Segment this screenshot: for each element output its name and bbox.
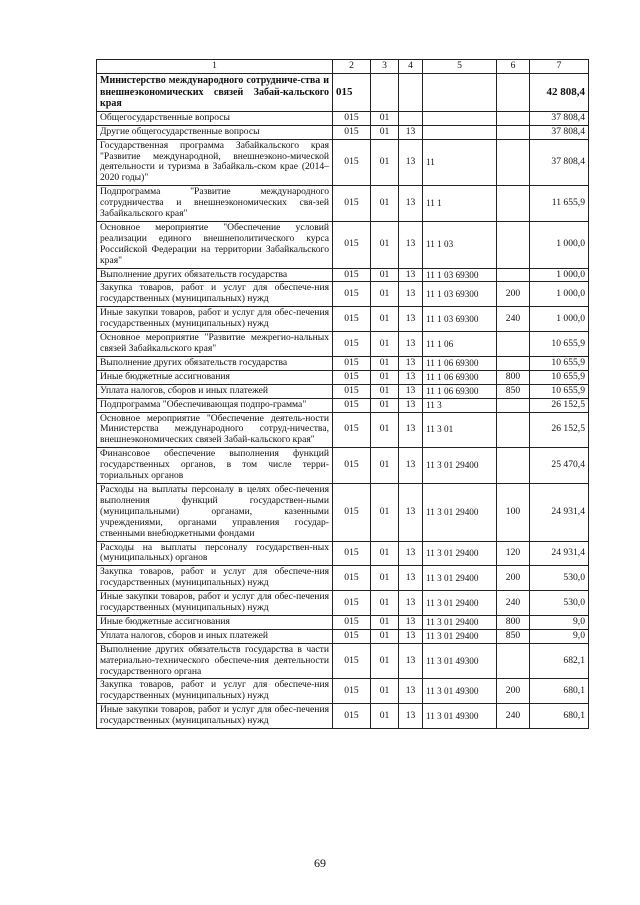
- section-code-cell: 015: [333, 541, 371, 566]
- row-name-cell: Расходы на выплаты персоналу государствен-ных (муниципальных) органов: [97, 541, 333, 566]
- table-row: [97, 370, 589, 384]
- expense-type-cell: 240: [497, 307, 530, 332]
- header-row: [97, 60, 589, 74]
- chapter-code-cell: 01: [371, 356, 399, 370]
- row-name-cell: Подпрограмма "Развитие международного сотрудничества и внешнеэкономических свя-зей Забайкальского края": [97, 186, 333, 222]
- header-cell: 7: [530, 60, 589, 74]
- section-code-cell: 015: [333, 643, 371, 679]
- chapter-code-cell: 01: [371, 629, 399, 643]
- section-code-cell: 015: [333, 307, 371, 332]
- budget-table: [96, 59, 589, 729]
- table-row: [97, 282, 589, 307]
- target-article-cell: 11 3 01 49300: [423, 679, 497, 704]
- section-code-cell: 015: [333, 398, 371, 412]
- amount-cell: 42 808,4: [530, 74, 589, 112]
- subchapter-code-cell: 13: [399, 629, 423, 643]
- section-code-cell: 015: [333, 268, 371, 282]
- target-article-cell: 11 1 03 69300: [423, 307, 497, 332]
- target-article-cell: [423, 74, 497, 112]
- amount-cell: 10 655,9: [530, 332, 589, 357]
- subchapter-code-cell: 13: [399, 332, 423, 357]
- subchapter-code-cell: 13: [399, 679, 423, 704]
- amount-cell: 37 808,4: [530, 139, 589, 186]
- target-article-cell: 11 3 01 29400: [423, 483, 497, 541]
- subchapter-code-cell: [399, 74, 423, 112]
- chapter-code-cell: [371, 74, 399, 112]
- section-code-cell: 015: [333, 111, 371, 125]
- expense-type-cell: [497, 139, 530, 186]
- row-name-cell: Иные бюджетные ассигнования: [97, 370, 333, 384]
- table-row: [97, 186, 589, 222]
- subchapter-code-cell: 13: [399, 384, 423, 398]
- subchapter-code-cell: 13: [399, 566, 423, 591]
- chapter-code-cell: 01: [371, 384, 399, 398]
- expense-type-cell: [497, 186, 530, 222]
- table-row: [97, 139, 589, 186]
- expense-type-cell: [497, 74, 530, 112]
- subchapter-code-cell: 13: [399, 412, 423, 448]
- expense-type-cell: 120: [497, 541, 530, 566]
- row-name-cell: Выполнение других обязательств государства в части материально-технического обеспече-ния деятельности государственного органа: [97, 643, 333, 679]
- table-row: [97, 448, 589, 484]
- row-name-cell: Иные закупки товаров, работ и услуг для обес-печения государственных (муниципальных) нужд: [97, 307, 333, 332]
- expense-type-cell: [497, 332, 530, 357]
- chapter-code-cell: 01: [371, 139, 399, 186]
- table-row: [97, 268, 589, 282]
- amount-cell: 9,0: [530, 615, 589, 629]
- chapter-code-cell: 01: [371, 332, 399, 357]
- expense-type-cell: [497, 125, 530, 139]
- row-name-cell: Выполнение других обязательств государства: [97, 356, 333, 370]
- header-cell: 1: [97, 60, 333, 74]
- row-name-cell: Уплата налогов, сборов и иных платежей: [97, 384, 333, 398]
- expense-type-cell: 850: [497, 629, 530, 643]
- row-name-cell: Другие общегосударственные вопросы: [97, 125, 333, 139]
- expense-type-cell: [497, 398, 530, 412]
- amount-cell: 9,0: [530, 629, 589, 643]
- target-article-cell: 11 3 01 29400: [423, 629, 497, 643]
- table-row: [97, 566, 589, 591]
- target-article-cell: [423, 125, 497, 139]
- row-name-cell: Подпрограмма "Обеспечивающая подпро-грамма": [97, 398, 333, 412]
- amount-cell: 10 655,9: [530, 370, 589, 384]
- section-code-cell: 015: [333, 125, 371, 139]
- chapter-code-cell: 01: [371, 412, 399, 448]
- table-row: [97, 384, 589, 398]
- expense-type-cell: [497, 111, 530, 125]
- target-article-cell: 11 1 03: [423, 221, 497, 268]
- chapter-code-cell: 01: [371, 591, 399, 616]
- subchapter-code-cell: 13: [399, 704, 423, 729]
- table-row: [97, 125, 589, 139]
- amount-cell: 26 152,5: [530, 398, 589, 412]
- section-code-cell: 015: [333, 332, 371, 357]
- chapter-code-cell: 01: [371, 125, 399, 139]
- target-article-cell: [423, 111, 497, 125]
- subchapter-code-cell: 13: [399, 591, 423, 616]
- target-article-cell: 11 3 01 29400: [423, 541, 497, 566]
- row-name-cell: Основное мероприятие "Развитие межрегио-нальных связей Забайкальского края": [97, 332, 333, 357]
- subchapter-code-cell: 13: [399, 541, 423, 566]
- table-row: [97, 704, 589, 729]
- table-row: [97, 483, 589, 541]
- amount-cell: 530,0: [530, 566, 589, 591]
- amount-cell: 682,1: [530, 643, 589, 679]
- expense-type-cell: 200: [497, 679, 530, 704]
- target-article-cell: 11 1 06 69300: [423, 384, 497, 398]
- row-name-cell: Иные закупки товаров, работ и услуг для обес-печения государственных (муниципальных) нужд: [97, 704, 333, 729]
- expense-type-cell: [497, 448, 530, 484]
- subchapter-code-cell: 13: [399, 643, 423, 679]
- expense-type-cell: 800: [497, 370, 530, 384]
- chapter-code-cell: 01: [371, 643, 399, 679]
- page-number: 69: [314, 856, 326, 870]
- amount-cell: 1 000,0: [530, 221, 589, 268]
- subchapter-code-cell: 13: [399, 282, 423, 307]
- subchapter-code-cell: 13: [399, 398, 423, 412]
- amount-cell: 680,1: [530, 704, 589, 729]
- row-name-cell: Финансовое обеспечение выполнения функций государственных органов, в том числе терри-ториальных органов: [97, 448, 333, 484]
- expense-type-cell: 200: [497, 566, 530, 591]
- expense-type-cell: 240: [497, 704, 530, 729]
- section-code-cell: 015: [333, 483, 371, 541]
- chapter-code-cell: 01: [371, 398, 399, 412]
- expense-type-cell: 100: [497, 483, 530, 541]
- subchapter-code-cell: 13: [399, 448, 423, 484]
- chapter-code-cell: 01: [371, 615, 399, 629]
- section-code-cell: 015: [333, 566, 371, 591]
- header-cell: 5: [423, 60, 497, 74]
- subchapter-code-cell: 13: [399, 221, 423, 268]
- chapter-code-cell: 01: [371, 307, 399, 332]
- chapter-code-cell: 01: [371, 704, 399, 729]
- amount-cell: 24 931,4: [530, 483, 589, 541]
- chapter-code-cell: 01: [371, 566, 399, 591]
- expense-type-cell: [497, 412, 530, 448]
- chapter-code-cell: 01: [371, 679, 399, 704]
- section-code-cell: 015: [333, 370, 371, 384]
- chapter-code-cell: 01: [371, 221, 399, 268]
- row-name-cell: Иные бюджетные ассигнования: [97, 615, 333, 629]
- section-code-cell: 015: [333, 139, 371, 186]
- subchapter-code-cell: 13: [399, 307, 423, 332]
- table-row: [97, 643, 589, 679]
- table-row: [97, 615, 589, 629]
- expense-type-cell: [497, 221, 530, 268]
- target-article-cell: 11 1 03 69300: [423, 282, 497, 307]
- chapter-code-cell: 01: [371, 541, 399, 566]
- target-article-cell: 11: [423, 139, 497, 186]
- expense-type-cell: 240: [497, 591, 530, 616]
- row-name-cell: Закупка товаров, работ и услуг для обеспече-ния государственных (муниципальных) нужд: [97, 282, 333, 307]
- amount-cell: 1 000,0: [530, 307, 589, 332]
- expense-type-cell: 800: [497, 615, 530, 629]
- target-article-cell: 11 3 01 29400: [423, 591, 497, 616]
- section-code-cell: 015: [333, 412, 371, 448]
- target-article-cell: 11 1 06 69300: [423, 356, 497, 370]
- row-name-cell: Уплата налогов, сборов и иных платежей: [97, 629, 333, 643]
- target-article-cell: 11 3: [423, 398, 497, 412]
- target-article-cell: 11 1 06: [423, 332, 497, 357]
- section-code-cell: 015: [333, 74, 371, 112]
- row-name-cell: Основное мероприятие "Обеспечение условий реализации единого внешнеполитического курса Российской Федерации на территории Забайкальского края": [97, 221, 333, 268]
- header-cell: 3: [371, 60, 399, 74]
- chapter-code-cell: 01: [371, 282, 399, 307]
- table-row: [97, 74, 589, 112]
- subchapter-code-cell: 13: [399, 370, 423, 384]
- section-code-cell: 015: [333, 679, 371, 704]
- table-row: [97, 398, 589, 412]
- row-name-cell: Министерство международного сотрудниче-ства и внешнеэкономических связей Забай-кальского края: [97, 74, 333, 112]
- section-code-cell: 015: [333, 629, 371, 643]
- section-code-cell: 015: [333, 186, 371, 222]
- target-article-cell: 11 3 01 29400: [423, 615, 497, 629]
- table-row: [97, 221, 589, 268]
- table-row: [97, 307, 589, 332]
- subchapter-code-cell: [399, 111, 423, 125]
- chapter-code-cell: 01: [371, 448, 399, 484]
- chapter-code-cell: 01: [371, 370, 399, 384]
- table-row: [97, 629, 589, 643]
- row-name-cell: Расходы на выплаты персоналу в целях обес-печения выполнения функций государствен-ными (муниципальными) органами, казенными учреждениями, органами управления государ-ственными внебюджетными фондами: [97, 483, 333, 541]
- chapter-code-cell: 01: [371, 268, 399, 282]
- amount-cell: 25 470,4: [530, 448, 589, 484]
- row-name-cell: Общегосударственные вопросы: [97, 111, 333, 125]
- expense-type-cell: [497, 643, 530, 679]
- section-code-cell: 015: [333, 615, 371, 629]
- target-article-cell: 11 3 01 49300: [423, 704, 497, 729]
- row-name-cell: Основное мероприятие "Обеспечение деятель-ности Министерства международного сотруд-ничества, внешнеэкономических связей Забай-кальского края": [97, 412, 333, 448]
- subchapter-code-cell: 13: [399, 615, 423, 629]
- expense-type-cell: 200: [497, 282, 530, 307]
- target-article-cell: 11 3 01: [423, 412, 497, 448]
- target-article-cell: 11 1 03 69300: [423, 268, 497, 282]
- subchapter-code-cell: 13: [399, 125, 423, 139]
- header-cell: 4: [399, 60, 423, 74]
- amount-cell: 11 655,9: [530, 186, 589, 222]
- chapter-code-cell: 01: [371, 186, 399, 222]
- header-cell: 6: [497, 60, 530, 74]
- table-row: [97, 332, 589, 357]
- table-row: [97, 356, 589, 370]
- amount-cell: 680,1: [530, 679, 589, 704]
- expense-type-cell: [497, 268, 530, 282]
- subchapter-code-cell: 13: [399, 483, 423, 541]
- section-code-cell: 015: [333, 704, 371, 729]
- amount-cell: 24 931,4: [530, 541, 589, 566]
- expense-type-cell: [497, 356, 530, 370]
- subchapter-code-cell: 13: [399, 186, 423, 222]
- subchapter-code-cell: 13: [399, 356, 423, 370]
- chapter-code-cell: 01: [371, 483, 399, 541]
- table-body: [97, 60, 589, 729]
- amount-cell: 37 808,4: [530, 111, 589, 125]
- amount-cell: 37 808,4: [530, 125, 589, 139]
- row-name-cell: Выполнение других обязательств государства: [97, 268, 333, 282]
- table-row: [97, 679, 589, 704]
- target-article-cell: 11 3 01 29400: [423, 566, 497, 591]
- amount-cell: 530,0: [530, 591, 589, 616]
- target-article-cell: 11 1: [423, 186, 497, 222]
- target-article-cell: 11 3 01 29400: [423, 448, 497, 484]
- table-row: [97, 412, 589, 448]
- section-code-cell: 015: [333, 448, 371, 484]
- row-name-cell: Государственная программа Забайкальского края "Развитие международной, внешнеэконо-мической деятельности и туризма в Забайкаль-ском крае (2014–2020 годы)": [97, 139, 333, 186]
- amount-cell: 1 000,0: [530, 282, 589, 307]
- amount-cell: 1 000,0: [530, 268, 589, 282]
- section-code-cell: 015: [333, 221, 371, 268]
- section-code-cell: 015: [333, 591, 371, 616]
- row-name-cell: Закупка товаров, работ и услуг для обеспече-ния государственных (муниципальных) нужд: [97, 679, 333, 704]
- table-row: [97, 111, 589, 125]
- table-row: [97, 541, 589, 566]
- expense-type-cell: 850: [497, 384, 530, 398]
- subchapter-code-cell: 13: [399, 139, 423, 186]
- section-code-cell: 015: [333, 384, 371, 398]
- row-name-cell: Закупка товаров, работ и услуг для обеспече-ния государственных (муниципальных) нужд: [97, 566, 333, 591]
- amount-cell: 26 152,5: [530, 412, 589, 448]
- row-name-cell: Иные закупки товаров, работ и услуг для обес-печения государственных (муниципальных) нужд: [97, 591, 333, 616]
- budget-table-container: [96, 59, 588, 729]
- subchapter-code-cell: 13: [399, 268, 423, 282]
- chapter-code-cell: 01: [371, 111, 399, 125]
- target-article-cell: 11 3 01 49300: [423, 643, 497, 679]
- section-code-cell: 015: [333, 356, 371, 370]
- section-code-cell: 015: [333, 282, 371, 307]
- header-cell: 2: [333, 60, 371, 74]
- amount-cell: 10 655,9: [530, 356, 589, 370]
- target-article-cell: 11 1 06 69300: [423, 370, 497, 384]
- table-row: [97, 591, 589, 616]
- amount-cell: 10 655,9: [530, 384, 589, 398]
